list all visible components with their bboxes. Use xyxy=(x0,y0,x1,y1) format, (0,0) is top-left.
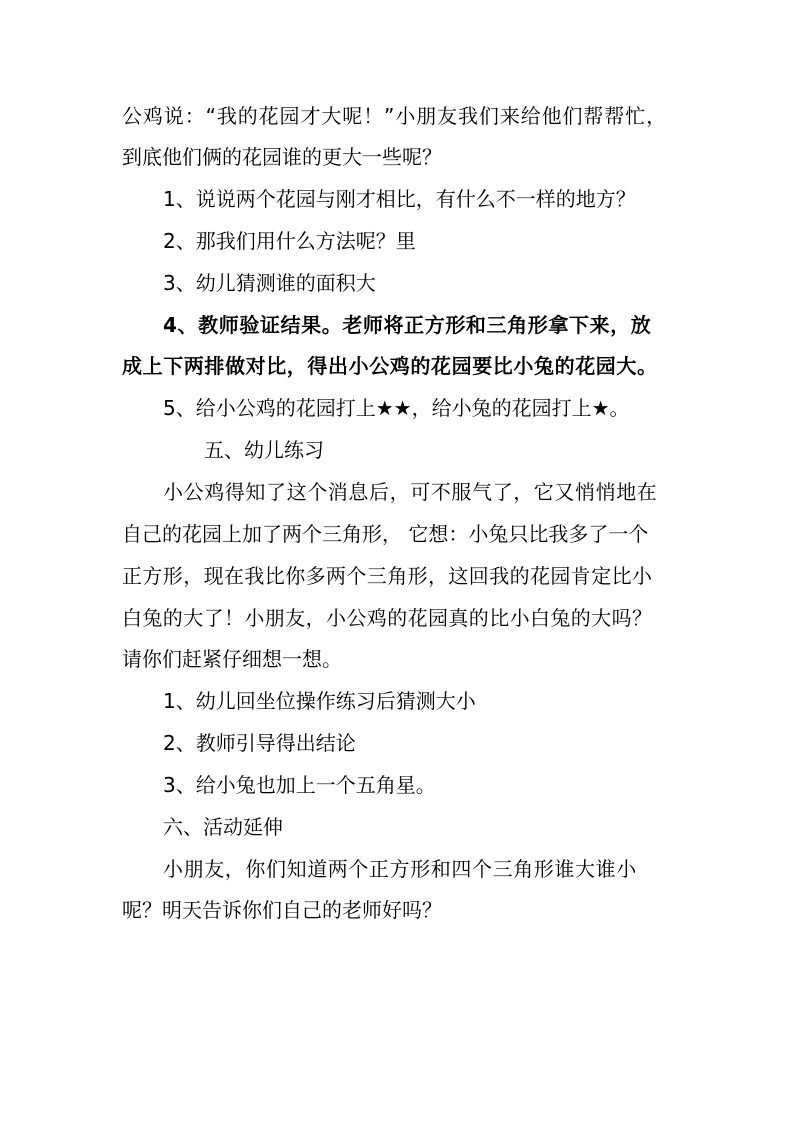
section-heading-6: 六、活动延伸 xyxy=(163,815,283,839)
paragraph-line-4: 自己的花园上加了两个三角形， 它想：小兔只比我多了一个 xyxy=(122,522,649,546)
paragraph-line-2: 到底他们俩的花园谁的更大一些呢？ xyxy=(122,145,442,169)
paragraph-line-1: 公鸡说：“我的花园才大呢！”小朋友我们来给他们帮帮忙， xyxy=(122,104,668,128)
list-item-6: 1、幼儿回坐位操作练习后猜测大小 xyxy=(163,689,476,713)
list-item-4: 4、教师验证结果。老师将正方形和三角形拿下来，放 xyxy=(163,313,652,337)
list-item-3: 3、幼儿猜测谁的面积大 xyxy=(163,271,376,295)
paragraph-line-7: 请你们赶紧仔细想一想。 xyxy=(122,647,342,671)
list-item-5: 5、给小公鸡的花园打上★★，给小兔的花园打上★。 xyxy=(163,396,630,420)
section-heading-5: 五、幼儿练习 xyxy=(204,438,324,462)
list-item-2: 2、那我们用什么方法呢？里 xyxy=(163,229,416,253)
list-item-1: 1、说说两个花园与刚才相比，有什么不一样的地方？ xyxy=(163,187,636,211)
paragraph-line-6: 白兔的大了！小朋友，小公鸡的花园真的比小白兔的大吗？ xyxy=(122,606,653,630)
list-item-8: 3、给小兔也加上一个五角星。 xyxy=(163,773,436,797)
paragraph-line-5: 正方形，现在我比你多两个三角形，这回我的花园肯定比小 xyxy=(122,564,653,588)
list-item-4-continued: 成上下两排做对比，得出小公鸡的花园要比小兔的花园大。 xyxy=(122,354,658,378)
paragraph-line-8: 小朋友，你们知道两个正方形和四个三角形谁大谁小 xyxy=(163,857,637,881)
list-item-7: 2、教师引导得出结论 xyxy=(163,731,356,755)
paragraph-line-3: 小公鸡得知了这个消息后，可不服气了，它又悄悄地在 xyxy=(163,480,658,504)
paragraph-line-9: 呢？明天告诉你们自己的老师好吗？ xyxy=(122,898,442,922)
